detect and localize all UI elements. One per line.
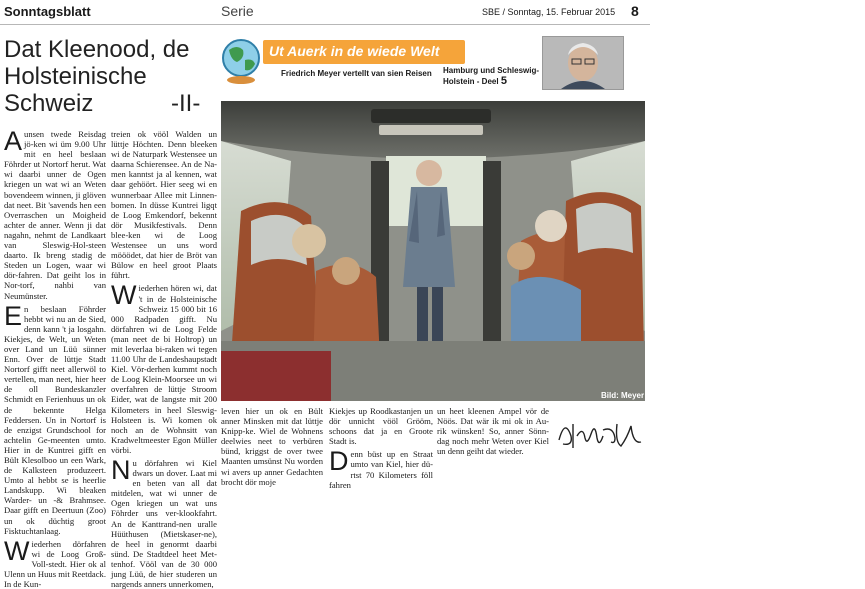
series-part-line1: Hamburg und Schleswig-: [443, 66, 540, 75]
paragraph: Wiederhen hören wi, dat 't in de Holsteinische Schweiz 15 000 bit 16 000 Radpaden gifft. Nu dörfahren wi de Loog Felde (man neet de bi Holtrop) un mit leverlaa bi-raken wi tegen 11.00 Uhr de Landeshaupstadt Kiel. Vör-derhen kummt noch de Loog Klein-Moorsee un wi overfahren de lüttje Stroom Eider, wat de langste mit 200 Kilometers in heel Sleswig-Holsteen is. Wi komen ok noch an de Wohnsitt van Kradweltmeester Egon Müller vörbi.: [111, 280, 217, 455]
headline-line3: Schweiz: [4, 90, 94, 117]
series-part-deel: - Deel: [476, 77, 499, 86]
series-part-number: 5: [500, 75, 507, 87]
headline-part: -II-: [171, 90, 201, 117]
paragraph: Aunsen twede Reisdag jö-ken wi üm 9.00 Uhr mit en heel beslaan Föhrder ut Nortorf herut. Wat wi daarbi unner de Ogen kriegen un wat wi an Weten bovendeem winnen, ji glöven dat neet. Bit 'savends hen een Overraschen un Moigheid achter de anner. Wenn ji dat nagahn, nehmt de Landkaart van Sleswig-Hol-steen daarto. Ik breng stadig de Steden un Logen, waar wi dör-fahren. Dat geiht los in Nor-torf, nahbi van Neumünster.: [4, 126, 106, 301]
headline-line2: Holsteinische: [4, 63, 147, 90]
issue-date: SBE / Sonntag, 15. Februar 2015: [482, 7, 616, 17]
globe-icon: [221, 36, 265, 86]
paragraph: Wiederhen dörfahren wi de Loog Groß-Voll-stedt. Hier ok al Ulenn un Huus mit Reetdack. In de Kun-: [4, 535, 106, 589]
series-title-bar: [263, 40, 465, 64]
author-photo: [543, 37, 623, 89]
series-part-line2: Holstein: [443, 77, 475, 86]
text-column-2: [111, 129, 217, 589]
photo-caption: Disse Mann hett uns de hele Dag geleidt".: [803, 465, 865, 492]
paragraph: leven hier un ok en Bült anner Minsken mit dat lüttje Knipp-ke. Wiel de Wohnens deelwies neet to verbüren bünd, kriggst de over twee Maanten umsünst Nu worden wi avers up anner Gedachten brocht dör moje: [221, 406, 323, 487]
series-title: Ut Auerk in de wiede Welt: [269, 43, 440, 59]
paragraph: un heet kleenen Ampel vör de Nöös. Dat wär ik mi ok in Au-rik wünsken! So, anner Sönn-dag noch mehr Weten over Kiel un denn geiht dat wieder.: [437, 406, 549, 457]
text-column-4: [329, 406, 433, 490]
author-signature: [555, 410, 645, 455]
headline: [4, 36, 219, 117]
page-header: [0, 0, 650, 25]
series-subtitle: Friedrich Meyer vertellt van sien Reisen: [281, 69, 432, 78]
headline-line1: Dat Kleenood, de: [4, 36, 190, 63]
paragraph: treien ok vööl Walden un lüttje Höchten. Denn bleeken wi de Naturpark Westensee un daarna Schierensee. An de Na-men kanntst ja al kennen, wat daar gehöört. Hier seeg wi en wunnerbaar Allee mit Linnen-bomen. In düsse Kuntrei ligqt de Loog Emkendorf, bekennt dör Musikfestivals. Denn blee-ken wi de Loog Westensee un uns word mööödet, dat hier de Bröt van Bülow en heel groot Plaats führt.: [111, 129, 217, 281]
page-number: 8: [631, 3, 639, 19]
paragraph: En beslaan Föhrder hebbt wi nu an de Sied, denn kann 't ja losgahn. Kiekjes, de Welt, un Weten over Land un Lüü sünner Enn. Over de lüttje Stadt Nortorf gifft neet allerwöl to vertellen, man neet, hier heer de oll Bundeskanzler Schmidt en Ferienhuus un ok de bekennte Helga Feddersen. Un in Nortorf is de enzigst Grundschool for achtelin Ge-meenten umto. Hier in de Kuntrei gifft en Bült Klesolboo un een Wark, de Kalksteen produzeert. Umto al hebbt se is heerlie Landskupp. Wi bleaken Warder- un -& Brahmsee. Daar gifft en Deertuun (Zoo) un ok düchtig groot Fisktuchtanlaag.: [4, 300, 106, 536]
paragraph: Denn büst up en Straat umto van Kiel, hier dü-rtst 70 Kilometers föll fahren: [329, 446, 433, 490]
text-column-5: [437, 406, 549, 470]
series-banner: [221, 36, 541, 86]
author-portrait: [542, 36, 624, 90]
bus-interior-image: [221, 101, 645, 401]
section-name: Sonntagsblatt: [4, 4, 91, 19]
paragraph: Nu dörfahren wi Kiel dwars un dover. Laat mi en beten van all dat mitdelen, wat wi unner de Ogen kriegen un wat uns Föhrder uns ver-klookfahrt. An de Kanttrand-nen uralle Hüüthusen (Mietskaser-ne), de heel in genormt daarbi sünd. De Stadtdeel heet Met-tenhof. Vööl van de 30 000 jung Lüü, de hier studeren un nargends anners unnerkomen,: [111, 455, 217, 589]
paragraph: Kiekjes up Roodkastanjen un dör unnicht vööl Grööm, schoons dat ja en Groote Stadt is.: [329, 406, 433, 447]
signature-scribble: [555, 410, 645, 455]
text-column-1: [4, 126, 106, 589]
text-column-3: [221, 406, 323, 487]
series-label: Serie: [221, 3, 254, 19]
series-part-info: [443, 66, 539, 87]
photo-credit: Bild: Meyer: [601, 391, 645, 400]
